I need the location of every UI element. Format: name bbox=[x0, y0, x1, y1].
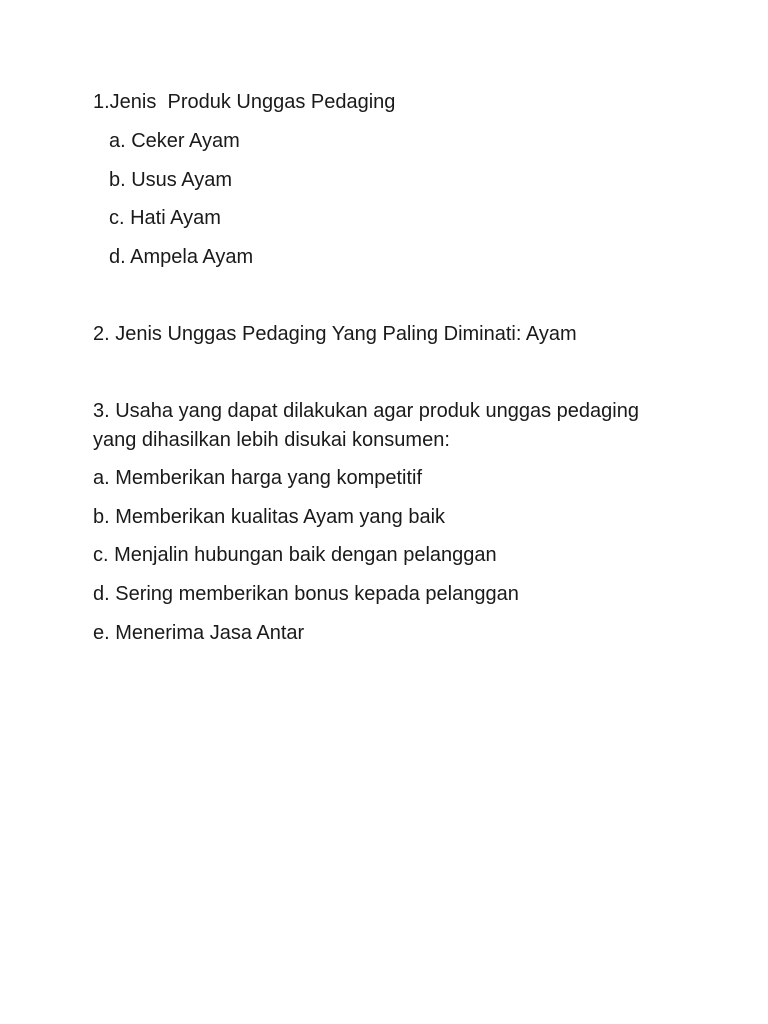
question-1-item-b: b. Usus Ayam bbox=[109, 169, 233, 191]
question-3-title-line-2: yang dihasilkan lebih disukai konsumen: bbox=[93, 429, 450, 451]
question-1-item-d: d. Ampela Ayam bbox=[109, 246, 254, 268]
question-1-item-a: a. Ceker Ayam bbox=[109, 130, 240, 152]
question-1-item-c: c. Hati Ayam bbox=[109, 207, 221, 229]
question-3-item-a: a. Memberikan harga yang kompetitif bbox=[93, 467, 423, 489]
question-3-title-line-1: 3. Usaha yang dapat dilakukan agar produk unggas pedaging bbox=[93, 400, 639, 422]
question-3-item-e: e. Menerima Jasa Antar bbox=[93, 622, 305, 644]
question-3-item-c: c. Menjalin hubungan baik dengan pelanggan bbox=[93, 544, 497, 566]
question-2-text: 2. Jenis Unggas Pedaging Yang Paling Diminati: Ayam bbox=[93, 323, 577, 345]
question-3-item-b: b. Memberikan kualitas Ayam yang baik bbox=[93, 506, 446, 528]
question-3-item-d: d. Sering memberikan bonus kepada pelanggan bbox=[93, 583, 519, 605]
question-1-title: 1.Jenis Produk Unggas Pedaging bbox=[93, 91, 396, 113]
